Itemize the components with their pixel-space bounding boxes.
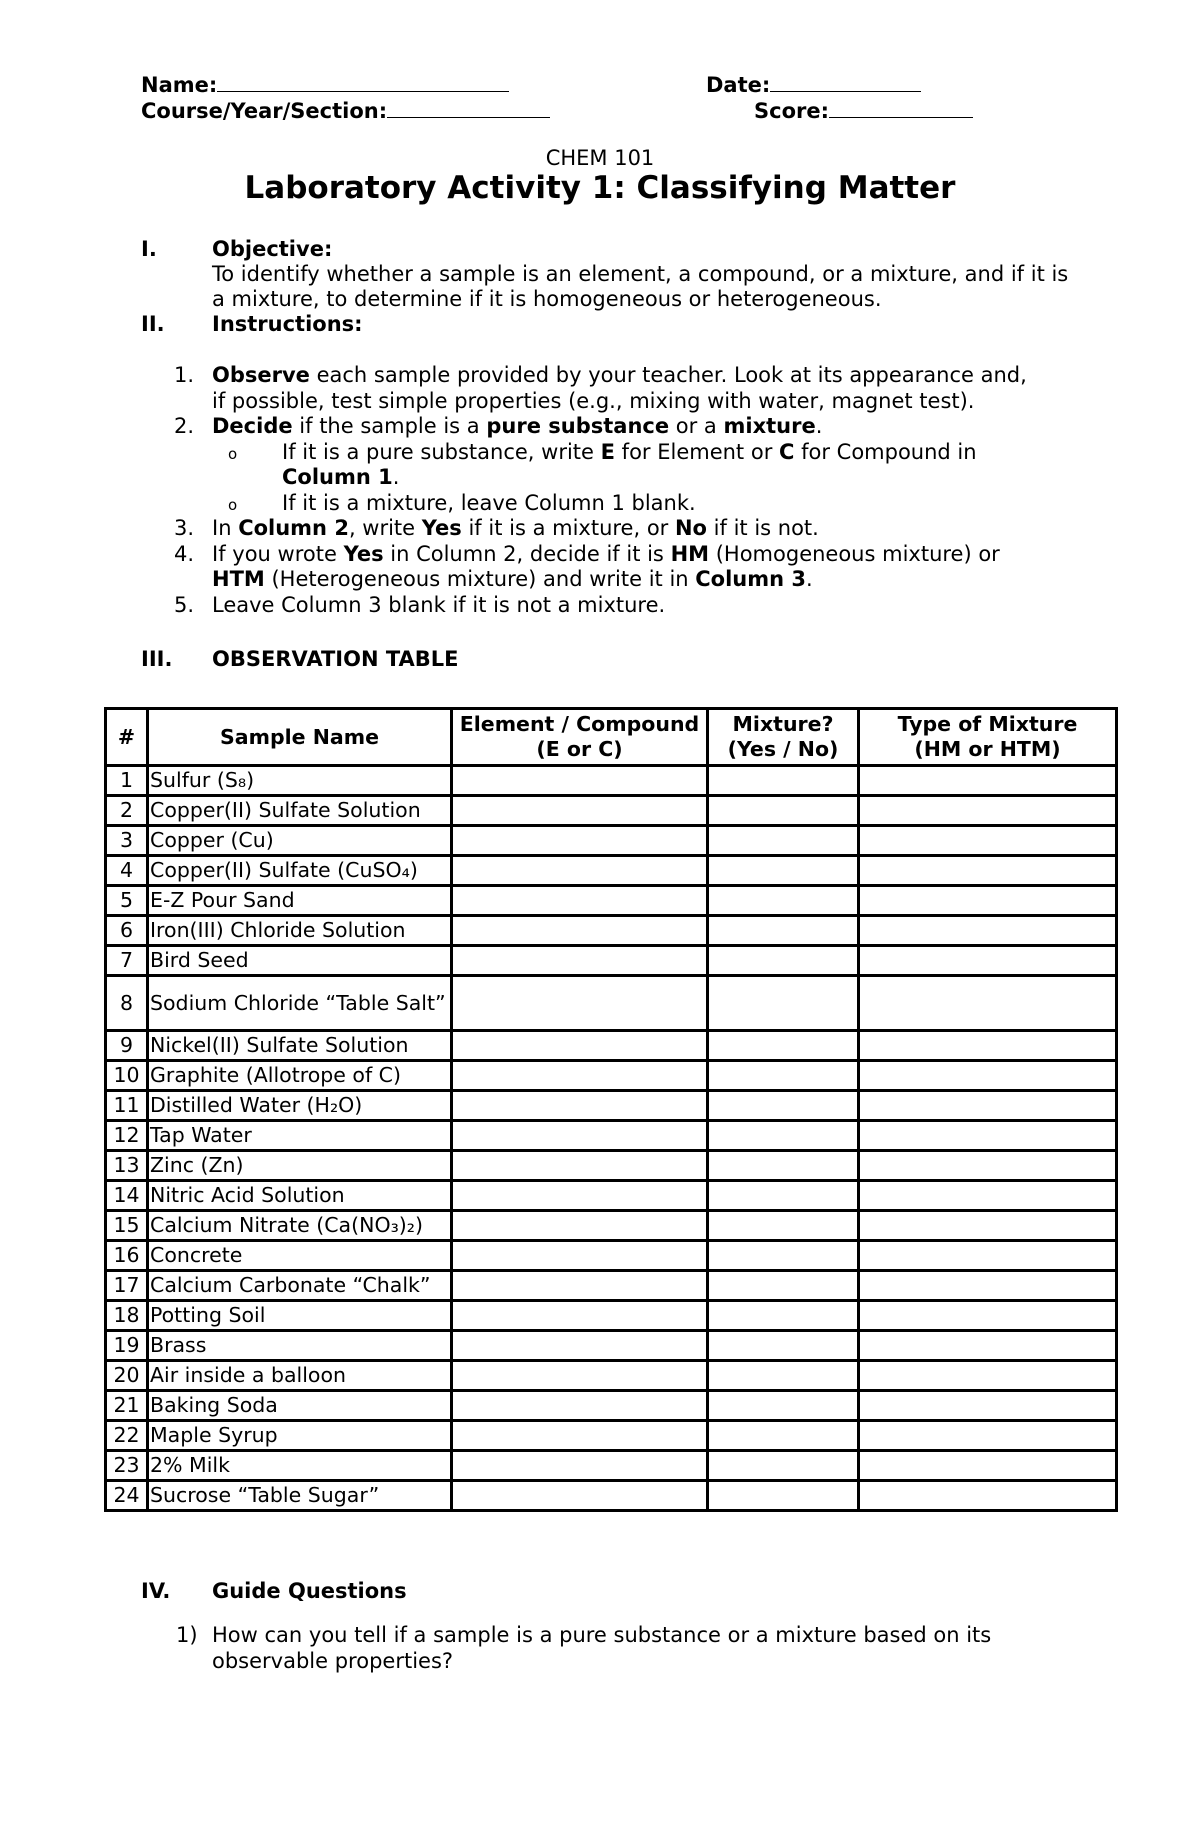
mixture-cell[interactable] bbox=[708, 1301, 859, 1331]
instruction-5: 5. Leave Column 3 blank if it is not a mixture. bbox=[174, 592, 666, 617]
row-number: 5 bbox=[106, 886, 148, 916]
sample-name-cell: Distilled Water (H₂O) bbox=[148, 1091, 452, 1121]
element-compound-cell[interactable] bbox=[452, 976, 708, 1031]
mixture-type-cell[interactable] bbox=[859, 946, 1117, 976]
column-header-mixture: Mixture? (Yes / No) bbox=[708, 709, 859, 766]
mixture-type-cell[interactable] bbox=[859, 1391, 1117, 1421]
sample-name-cell: Tap Water bbox=[148, 1121, 452, 1151]
sample-name-cell: Brass bbox=[148, 1331, 452, 1361]
name-blank[interactable] bbox=[217, 71, 509, 92]
table-row bbox=[106, 1151, 1117, 1181]
mixture-cell[interactable] bbox=[708, 1481, 859, 1511]
table-row bbox=[106, 976, 1117, 1031]
sample-name-cell: Maple Syrup bbox=[148, 1421, 452, 1451]
observation-table bbox=[104, 707, 1118, 1512]
element-compound-cell[interactable] bbox=[452, 1241, 708, 1271]
mixture-cell[interactable] bbox=[708, 1031, 859, 1061]
mixture-type-cell[interactable] bbox=[859, 796, 1117, 826]
sample-name-cell: Bird Seed bbox=[148, 946, 452, 976]
sample-name-cell: Calcium Nitrate (Ca(NO₃)₂) bbox=[148, 1211, 452, 1241]
instruction-3: 3. In Column 2, write Yes if it is a mixture, or No if it is not. bbox=[174, 516, 819, 540]
mixture-cell[interactable] bbox=[708, 1421, 859, 1451]
element-compound-cell[interactable] bbox=[452, 1421, 708, 1451]
sample-name-cell: E-Z Pour Sand bbox=[148, 886, 452, 916]
bullet-icon: o bbox=[228, 495, 238, 514]
mixture-cell[interactable] bbox=[708, 1151, 859, 1181]
mixture-cell[interactable] bbox=[708, 856, 859, 886]
table-row bbox=[106, 1061, 1117, 1091]
table-row bbox=[106, 1241, 1117, 1271]
element-compound-cell[interactable] bbox=[452, 1391, 708, 1421]
sample-name-cell: Copper (Cu) bbox=[148, 826, 452, 856]
row-number: 6 bbox=[106, 916, 148, 946]
row-number: 11 bbox=[106, 1091, 148, 1121]
row-number: 21 bbox=[106, 1391, 148, 1421]
sample-name-cell: Sulfur (S₈) bbox=[148, 766, 452, 796]
mixture-cell[interactable] bbox=[708, 1451, 859, 1481]
page-title: Laboratory Activity 1: Classifying Matter bbox=[244, 170, 956, 206]
mixture-type-cell[interactable] bbox=[859, 1331, 1117, 1361]
element-compound-cell[interactable] bbox=[452, 1121, 708, 1151]
section-4-number: IV. bbox=[141, 1579, 171, 1603]
mixture-cell[interactable] bbox=[708, 886, 859, 916]
sample-name-cell: Nickel(II) Sulfate Solution bbox=[148, 1031, 452, 1061]
mixture-cell[interactable] bbox=[708, 826, 859, 856]
mixture-type-cell[interactable] bbox=[859, 1451, 1117, 1481]
mixture-cell[interactable] bbox=[708, 1361, 859, 1391]
sample-name-cell: Zinc (Zn) bbox=[148, 1151, 452, 1181]
objective-text: To identify whether a sample is an element, a compound, or a mixture, and if it is a mixture, to determine if it is homogeneous or heterogeneous. bbox=[212, 262, 1069, 311]
mixture-cell[interactable] bbox=[708, 1061, 859, 1091]
column-header-element-compound: Element / Compound (E or C) bbox=[452, 709, 708, 766]
row-number: 2 bbox=[106, 796, 148, 826]
instruction-4: 4. If you wrote Yes in Column 2, decide if it is HM (Homogeneous mixture) or bbox=[174, 541, 1000, 566]
column-header-number: # bbox=[106, 709, 148, 766]
section-1-number: I. bbox=[141, 237, 157, 261]
mixture-type-cell[interactable] bbox=[859, 766, 1117, 796]
element-compound-cell[interactable] bbox=[452, 856, 708, 886]
row-number: 20 bbox=[106, 1361, 148, 1391]
element-compound-cell[interactable] bbox=[452, 1481, 708, 1511]
sample-name-cell: Nitric Acid Solution bbox=[148, 1181, 452, 1211]
table-row bbox=[106, 826, 1117, 856]
section-3-number: III. bbox=[141, 647, 173, 671]
sample-name-cell: Sucrose “Table Sugar” bbox=[148, 1481, 452, 1511]
row-number: 22 bbox=[106, 1421, 148, 1451]
table-row bbox=[106, 1301, 1117, 1331]
score-field bbox=[754, 97, 973, 123]
row-number: 9 bbox=[106, 1031, 148, 1061]
mixture-type-cell[interactable] bbox=[859, 1061, 1117, 1091]
instruction-list bbox=[174, 363, 1027, 618]
mixture-type-cell[interactable] bbox=[859, 1091, 1117, 1121]
row-number: 17 bbox=[106, 1271, 148, 1301]
row-number: 3 bbox=[106, 826, 148, 856]
element-compound-cell[interactable] bbox=[452, 1361, 708, 1391]
element-compound-cell[interactable] bbox=[452, 1301, 708, 1331]
date-field bbox=[706, 71, 921, 97]
table-row bbox=[106, 1331, 1117, 1361]
table-row bbox=[106, 1271, 1117, 1301]
element-compound-cell[interactable] bbox=[452, 1211, 708, 1241]
table-row bbox=[106, 1481, 1117, 1511]
sample-name-cell: Air inside a balloon bbox=[148, 1361, 452, 1391]
mixture-cell[interactable] bbox=[708, 946, 859, 976]
instruction-1-cont: if possible, test simple properties (e.g., mixing with water, magnet test). bbox=[212, 388, 975, 413]
element-compound-cell[interactable] bbox=[452, 1181, 708, 1211]
instruction-2-sub-1: o If it is a pure substance, write E for Element or C for Compound in bbox=[212, 440, 1027, 466]
table-header-row bbox=[106, 709, 1117, 766]
name-label: Name: bbox=[141, 73, 218, 97]
table-row bbox=[106, 1421, 1117, 1451]
mixture-cell[interactable] bbox=[708, 796, 859, 826]
mixture-type-cell[interactable] bbox=[859, 856, 1117, 886]
row-number: 13 bbox=[106, 1151, 148, 1181]
element-compound-cell[interactable] bbox=[452, 1451, 708, 1481]
mixture-cell[interactable] bbox=[708, 976, 859, 1031]
column-header-sample: Sample Name bbox=[148, 709, 452, 766]
section-2-number: II. bbox=[141, 312, 165, 336]
mixture-type-cell[interactable] bbox=[859, 1301, 1117, 1331]
name-field bbox=[141, 71, 509, 97]
mixture-type-cell[interactable] bbox=[859, 1181, 1117, 1211]
table-row bbox=[106, 1181, 1117, 1211]
sample-name-cell: Iron(III) Chloride Solution bbox=[148, 916, 452, 946]
row-number: 8 bbox=[106, 976, 148, 1031]
table-row bbox=[106, 916, 1117, 946]
row-number: 14 bbox=[106, 1181, 148, 1211]
mixture-cell[interactable] bbox=[708, 1091, 859, 1121]
table-row bbox=[106, 856, 1117, 886]
row-number: 12 bbox=[106, 1121, 148, 1151]
date-blank[interactable] bbox=[770, 71, 921, 92]
sample-name-cell: Concrete bbox=[148, 1241, 452, 1271]
row-number: 4 bbox=[106, 856, 148, 886]
element-compound-cell[interactable] bbox=[452, 1271, 708, 1301]
sample-name-cell: Copper(II) Sulfate Solution bbox=[148, 796, 452, 826]
table-row bbox=[106, 1031, 1117, 1061]
mixture-cell[interactable] bbox=[708, 1121, 859, 1151]
instruction-2-sub-2: o If it is a mixture, leave Column 1 blank. bbox=[212, 491, 1027, 517]
mixture-type-cell[interactable] bbox=[859, 976, 1117, 1031]
mixture-type-cell[interactable] bbox=[859, 1121, 1117, 1151]
row-number: 19 bbox=[106, 1331, 148, 1361]
date-label: Date: bbox=[706, 73, 771, 97]
section-1-title: Objective: bbox=[212, 237, 333, 261]
mixture-type-cell[interactable] bbox=[859, 1031, 1117, 1061]
element-compound-cell[interactable] bbox=[452, 766, 708, 796]
row-number: 1 bbox=[106, 766, 148, 796]
sample-name-cell: Potting Soil bbox=[148, 1301, 452, 1331]
mixture-type-cell[interactable] bbox=[859, 916, 1117, 946]
course-section-blank[interactable] bbox=[387, 97, 550, 118]
course-code: CHEM 101 bbox=[545, 146, 655, 170]
instruction-1: 1. Observe each sample provided by your teacher. Look at its appearance and, bbox=[174, 363, 1027, 387]
sample-name-cell: Calcium Carbonate “Chalk” bbox=[148, 1271, 452, 1301]
element-compound-cell[interactable] bbox=[452, 916, 708, 946]
row-number: 7 bbox=[106, 946, 148, 976]
mixture-cell[interactable] bbox=[708, 1391, 859, 1421]
mixture-cell[interactable] bbox=[708, 916, 859, 946]
element-compound-cell[interactable] bbox=[452, 826, 708, 856]
row-number: 18 bbox=[106, 1301, 148, 1331]
column-header-type: Type of Mixture (HM or HTM) bbox=[859, 709, 1117, 766]
instruction-2: 2. Decide if the sample is a pure substance or a mixture. bbox=[174, 414, 823, 438]
element-compound-cell[interactable] bbox=[452, 1031, 708, 1061]
element-compound-cell[interactable] bbox=[452, 1091, 708, 1121]
mixture-type-cell[interactable] bbox=[859, 886, 1117, 916]
guide-question-1: 1) How can you tell if a sample is a pure substance or a mixture based on its observable properties? bbox=[176, 1623, 992, 1673]
sample-name-cell: Graphite (Allotrope of C) bbox=[148, 1061, 452, 1091]
table-row bbox=[106, 886, 1117, 916]
element-compound-cell[interactable] bbox=[452, 1151, 708, 1181]
mixture-type-cell[interactable] bbox=[859, 1421, 1117, 1451]
table-row bbox=[106, 1391, 1117, 1421]
mixture-cell[interactable] bbox=[708, 1181, 859, 1211]
element-compound-cell[interactable] bbox=[452, 946, 708, 976]
mixture-cell[interactable] bbox=[708, 1241, 859, 1271]
element-compound-cell[interactable] bbox=[452, 796, 708, 826]
table-row bbox=[106, 1091, 1117, 1121]
mixture-cell[interactable] bbox=[708, 1331, 859, 1361]
instruction-2-sub-1-cont: Column 1. bbox=[282, 465, 400, 489]
sample-name-cell: Copper(II) Sulfate (CuSO₄) bbox=[148, 856, 452, 886]
course-section-label: Course/Year/Section: bbox=[141, 99, 388, 123]
element-compound-cell[interactable] bbox=[452, 1061, 708, 1091]
mixture-cell[interactable] bbox=[708, 766, 859, 796]
table-row bbox=[106, 1121, 1117, 1151]
mixture-cell[interactable] bbox=[708, 1271, 859, 1301]
mixture-type-cell[interactable] bbox=[859, 1481, 1117, 1511]
course-section-field bbox=[141, 97, 550, 123]
section-4-title: Guide Questions bbox=[212, 1579, 407, 1603]
table-row bbox=[106, 766, 1117, 796]
mixture-type-cell[interactable] bbox=[859, 1151, 1117, 1181]
element-compound-cell[interactable] bbox=[452, 1331, 708, 1361]
sample-name-cell: Sodium Chloride “Table Salt” bbox=[148, 976, 452, 1031]
table-row bbox=[106, 1211, 1117, 1241]
table-row bbox=[106, 796, 1117, 826]
table-row bbox=[106, 946, 1117, 976]
table-row bbox=[106, 1451, 1117, 1481]
section-2-title: Instructions: bbox=[212, 312, 363, 336]
element-compound-cell[interactable] bbox=[452, 886, 708, 916]
table-row bbox=[106, 1361, 1117, 1391]
row-number: 15 bbox=[106, 1211, 148, 1241]
instruction-4-cont: HTM (Heterogeneous mixture) and write it in Column 3. bbox=[212, 567, 813, 591]
score-blank[interactable] bbox=[829, 97, 973, 118]
row-number: 24 bbox=[106, 1481, 148, 1511]
mixture-cell[interactable] bbox=[708, 1211, 859, 1241]
score-label: Score: bbox=[754, 99, 829, 123]
mixture-type-cell[interactable] bbox=[859, 1361, 1117, 1391]
row-number: 16 bbox=[106, 1241, 148, 1271]
question-number: 1) bbox=[176, 1623, 198, 1647]
sample-name-cell: 2% Milk bbox=[148, 1451, 452, 1481]
sample-name-cell: Baking Soda bbox=[148, 1391, 452, 1421]
bullet-icon: o bbox=[228, 444, 238, 463]
mixture-type-cell[interactable] bbox=[859, 1271, 1117, 1301]
mixture-type-cell[interactable] bbox=[859, 1211, 1117, 1241]
mixture-type-cell[interactable] bbox=[859, 826, 1117, 856]
row-number: 10 bbox=[106, 1061, 148, 1091]
mixture-type-cell[interactable] bbox=[859, 1241, 1117, 1271]
row-number: 23 bbox=[106, 1451, 148, 1481]
section-3-title: OBSERVATION TABLE bbox=[212, 647, 459, 671]
